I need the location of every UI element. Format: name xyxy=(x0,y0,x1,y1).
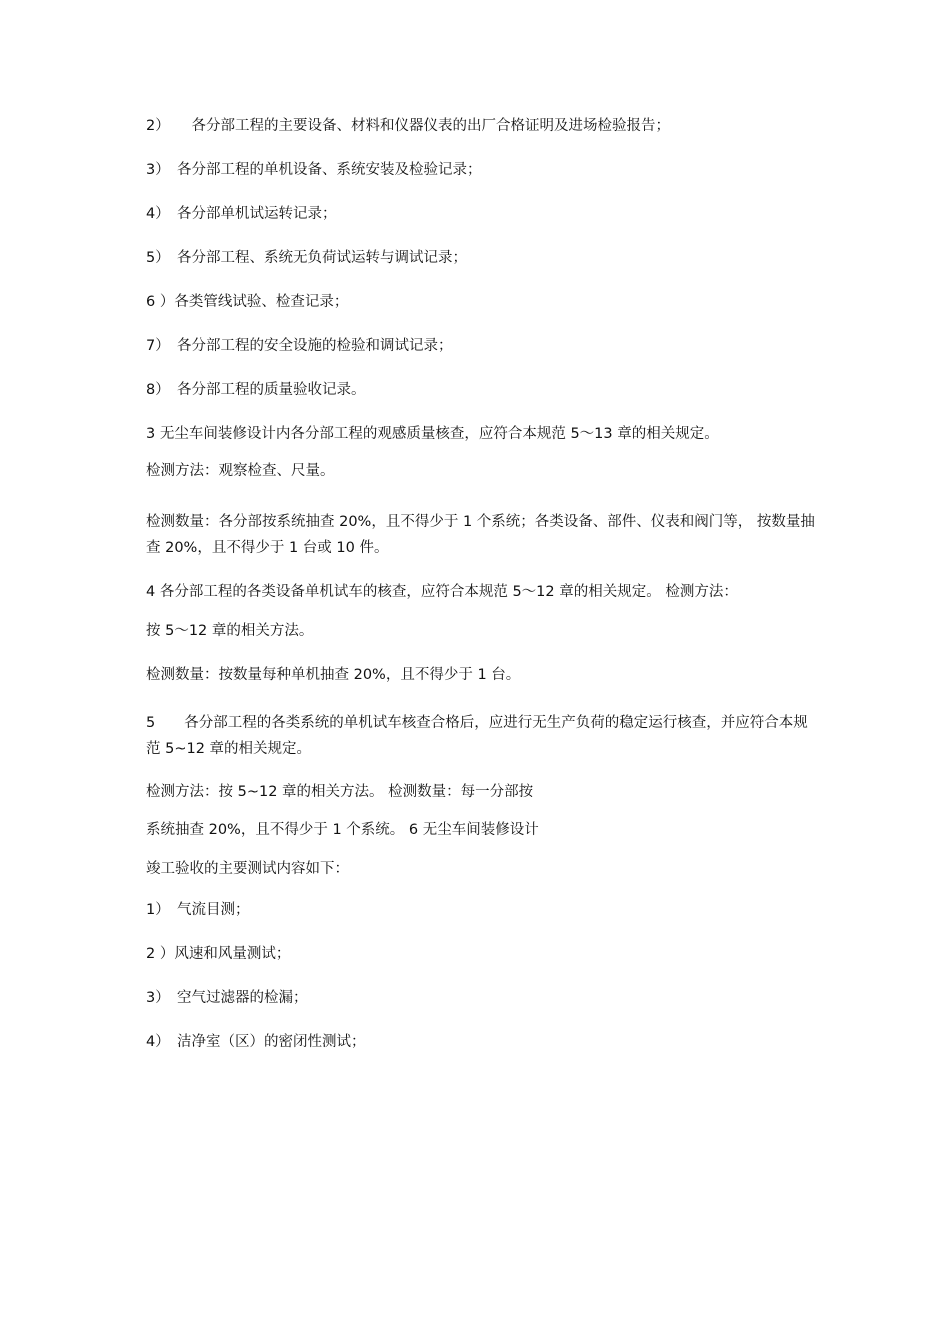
test-item-2: 2 ）风速和风量测试； xyxy=(146,946,291,962)
paragraph-quantity-2: 检测数量：按数量每种单机抽查 20%，且不得少于 1 台。 xyxy=(146,667,521,683)
paragraph-quantity-1: 检测数量：各分部按系统抽查 20%，且不得少于 1 个系统；各类设备、部件、仪表和阀门等， 按数量抽查 20%，且不得少于 1 台或 10 件。 xyxy=(146,514,815,556)
test-item-1: 1） 气流目测； xyxy=(146,902,250,918)
paragraph-item-5: 5 各分部工程的各类系统的单机试车核查合格后，应进行无生产负荷的稳定运行核查，并应符合本规范 5~12 章的相关规定。 xyxy=(146,715,808,757)
paragraph-method-3: 检测方法：按 5~12 章的相关方法。 检测数量：每一分部按 xyxy=(146,784,534,800)
paragraph-method-1: 检测方法：观察检查、尺量。 xyxy=(146,463,335,479)
list-item-6: 6 ）各类管线试验、检查记录； xyxy=(146,294,349,310)
test-item-4: 4） 洁净室（区）的密闭性测试； xyxy=(146,1034,366,1050)
paragraph-item-4: 4 各分部工程的各类设备单机试车的核查，应符合本规范 5～12 章的相关规定。 检测方法： xyxy=(146,584,738,600)
test-item-3: 3） 空气过滤器的检漏； xyxy=(146,990,308,1006)
list-item-7: 7） 各分部工程的安全设施的检验和调试记录； xyxy=(146,338,453,354)
paragraph-method-2: 按 5～12 章的相关方法。 xyxy=(146,623,314,639)
list-item-4: 4） 各分部单机试运转记录； xyxy=(146,206,337,222)
paragraph-quantity-3: 系统抽查 20%，且不得少于 1 个系统。 6 无尘车间装修设计 xyxy=(146,822,539,838)
paragraph-intro-tests: 竣工验收的主要测试内容如下： xyxy=(146,861,349,877)
list-item-8: 8） 各分部工程的质量验收记录。 xyxy=(146,382,366,398)
list-item-5: 5） 各分部工程、系统无负荷试运转与调试记录； xyxy=(146,250,467,266)
list-item-3: 3） 各分部工程的单机设备、系统安装及检验记录； xyxy=(146,162,482,178)
list-item-2: 2） 各分部工程的主要设备、材料和仪器仪表的出厂合格证明及进场检验报告； xyxy=(146,118,670,134)
paragraph-item-3: 3 无尘车间装修设计内各分部工程的观感质量核查，应符合本规范 5～13 章的相关规定。 xyxy=(146,426,719,442)
